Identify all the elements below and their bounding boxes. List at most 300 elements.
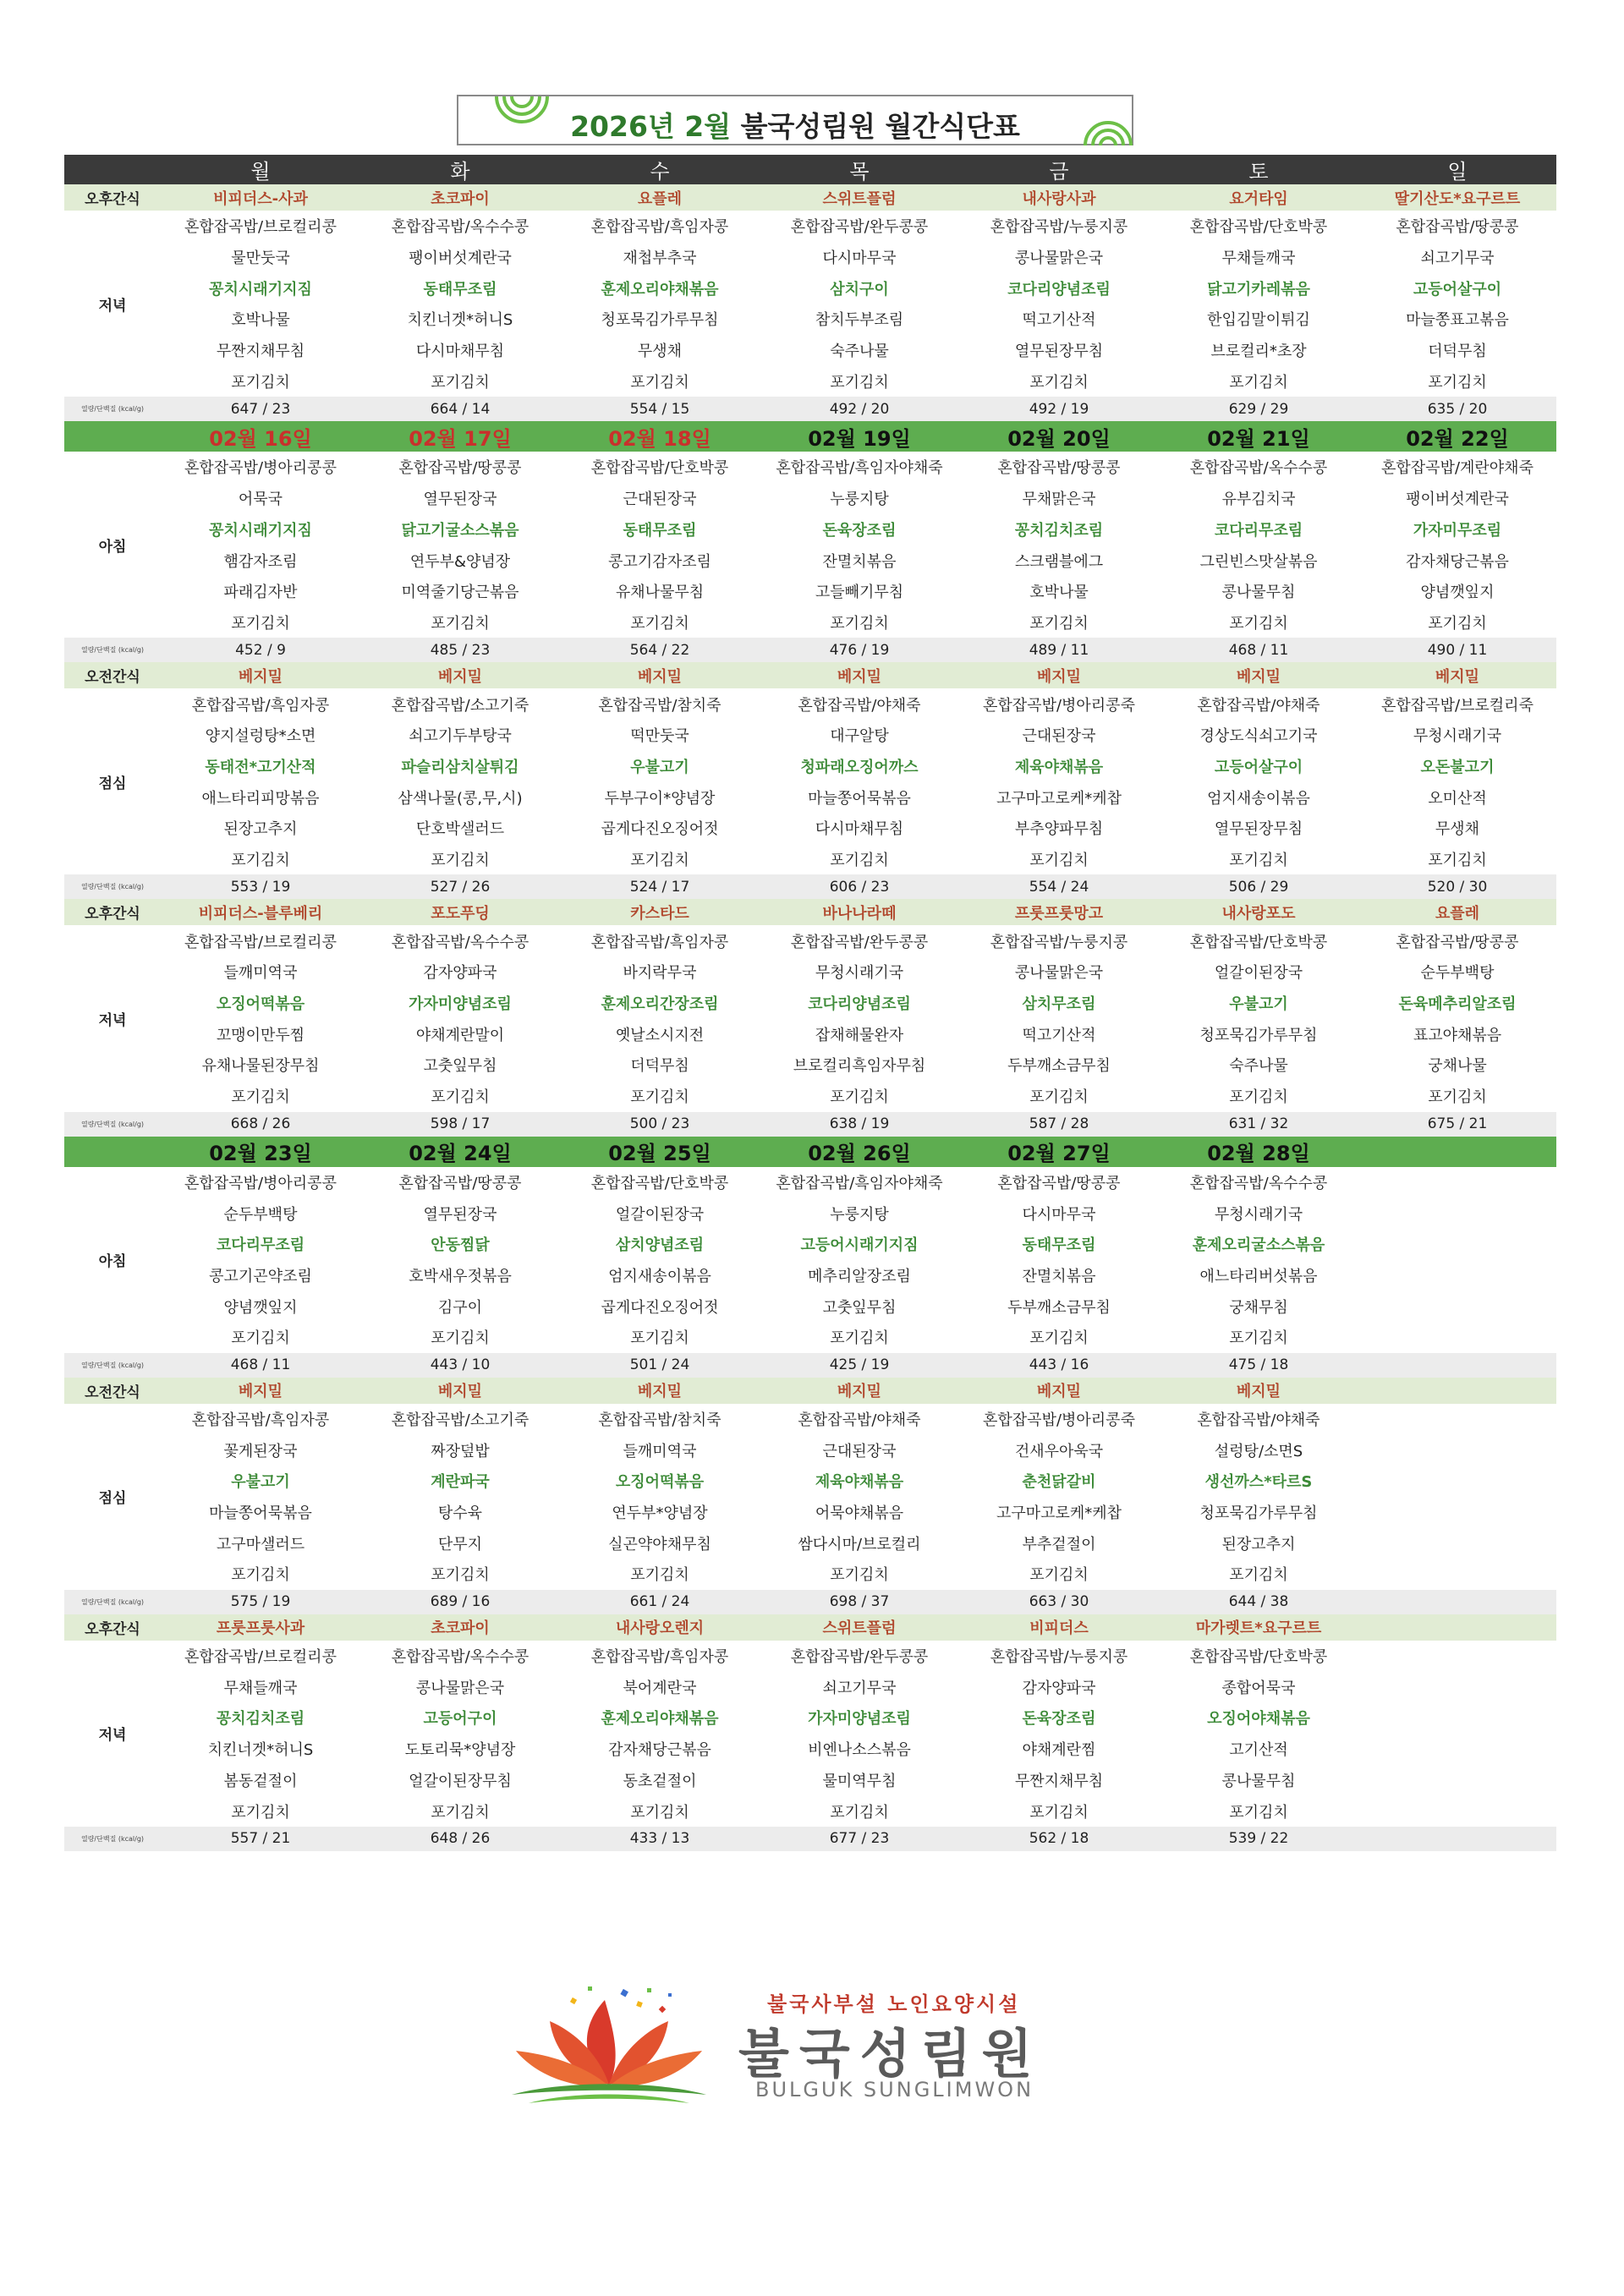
meal-label: 아침 — [98, 538, 127, 556]
menu-row — [64, 1081, 1556, 1112]
calorie-row — [64, 638, 1556, 662]
date-header-row — [64, 421, 1556, 452]
menu-row — [64, 452, 1556, 483]
menu-item: 혼합잡곡밥/소고기죽 — [391, 1411, 529, 1429]
menu-item: 혼합잡곡밥/병아리콩콩 — [184, 459, 337, 478]
menu-item: 물미역무침 — [822, 1772, 897, 1790]
menu-item: 포기김치 — [1229, 373, 1288, 392]
meal-label: 저녁 — [98, 1727, 127, 1745]
menu-row — [64, 925, 1556, 956]
date-cell: 02월 21일 — [1159, 421, 1358, 452]
calorie-value: 675 / 21 — [1358, 1112, 1556, 1137]
menu-item: 혼합잡곡밥/단호박콩 — [1189, 933, 1328, 951]
menu-item: 설렁탕/소면S — [1214, 1442, 1303, 1460]
menu-item: 잡채해물완자 — [815, 1026, 904, 1044]
menu-item: 동태무조림 — [623, 521, 697, 540]
calorie-value — [1358, 1353, 1556, 1378]
calorie-value: 554 / 15 — [560, 397, 760, 421]
menu-item: 얼갈이된장국 — [615, 1205, 705, 1224]
menu-item: 어묵국 — [238, 490, 283, 509]
menu-item: 무생채 — [637, 342, 683, 361]
menu-item: 열무된장무침 — [1014, 342, 1104, 361]
menu-row — [64, 988, 1556, 1019]
menu-item: 포기김치 — [431, 1566, 490, 1585]
menu-item: 오징어야채볶음 — [1207, 1710, 1310, 1729]
menu-item: 파래김자반 — [223, 584, 298, 602]
menu-item: 꽁치김치조림 — [1014, 521, 1104, 540]
menu-item: 양념깻잎지 — [223, 1298, 298, 1317]
snack-item: 베지밀 — [959, 662, 1159, 688]
menu-table-body — [64, 155, 1556, 1851]
menu-item: 치킨너겟*허니S — [207, 1741, 314, 1760]
menu-item: 곱게다진오징어젓 — [601, 1298, 719, 1317]
menu-item: 코다리무조림 — [216, 1236, 305, 1255]
date-cell: 02월 25일 — [560, 1137, 760, 1167]
menu-item: 한입김말이튀김 — [1207, 311, 1310, 330]
menu-item: 혼합잡곡밥/완두콩콩 — [790, 218, 929, 237]
menu-item: 두부깨소금무침 — [1007, 1057, 1111, 1076]
menu-item: 포기김치 — [630, 1088, 689, 1107]
calorie-value: 698 / 37 — [760, 1590, 959, 1614]
menu-item: 삼치양념조림 — [615, 1236, 705, 1255]
menu-item: 가자미양념조림 — [409, 995, 512, 1014]
menu-item: 열무된장무침 — [1214, 820, 1303, 839]
snack-item: 요플레 — [560, 184, 760, 211]
menu-item — [1358, 1229, 1556, 1260]
menu-item: 포기김치 — [830, 852, 889, 870]
menu-item: 쇠고기무국 — [1420, 249, 1495, 268]
snack-item: 비피더스-사과 — [161, 184, 360, 211]
snack-item: 베지밀 — [1159, 1378, 1358, 1404]
menu-item: 혼합잡곡밥/병아리콩콩 — [184, 1174, 337, 1192]
calorie-value: 562 / 18 — [959, 1827, 1159, 1851]
calorie-value: 527 / 26 — [360, 874, 560, 899]
calorie-row — [64, 1590, 1556, 1614]
menu-row — [64, 688, 1556, 720]
menu-item: 혼합잡곡밥/누룽지콩 — [990, 933, 1128, 951]
title-name: 불국성림원 월간식단표 — [740, 110, 1020, 143]
calorie-value: 443 / 10 — [360, 1353, 560, 1378]
menu-item: 포기김치 — [231, 852, 290, 870]
calorie-value: 575 / 19 — [161, 1590, 360, 1614]
snack-item: 내사랑사과 — [959, 184, 1159, 211]
menu-item: 포기김치 — [1229, 852, 1288, 870]
snack-item: 베지밀 — [560, 662, 760, 688]
menu-item: 우불고기 — [630, 758, 689, 776]
menu-item: 떡고기산적 — [1022, 1026, 1096, 1044]
menu-item: 코다리무조림 — [1214, 521, 1303, 540]
menu-item: 대구알탕 — [830, 727, 889, 746]
menu-item: 들깨미역국 — [223, 964, 298, 983]
snack-item: 카스타드 — [560, 899, 760, 925]
menu-item: 도토리묵*양념장 — [404, 1741, 516, 1760]
menu-item: 훈제오리야채볶음 — [601, 1710, 719, 1729]
menu-item: 포기김치 — [1029, 1803, 1089, 1822]
menu-item: 콩나물무침 — [1221, 584, 1296, 602]
menu-item: 엄지새송이볶음 — [608, 1267, 711, 1285]
menu-item: 곱게다진오징어젓 — [601, 820, 719, 839]
menu-item: 돈육장조림 — [1022, 1710, 1096, 1729]
calorie-value: 506 / 29 — [1159, 874, 1358, 899]
menu-item: 포기김치 — [830, 1566, 889, 1585]
menu-row — [64, 720, 1556, 751]
menu-item: 무채맑은국 — [1022, 490, 1096, 509]
snack-item: 베지밀 — [161, 1378, 360, 1404]
menu-item: 고구마고로케*케찹 — [996, 789, 1122, 808]
date-cell: 02월 18일 — [560, 421, 760, 452]
menu-item: 혼합잡곡밥/야채죽 — [1197, 1411, 1320, 1429]
date-cell: 02월 17일 — [360, 421, 560, 452]
menu-row — [64, 1322, 1556, 1353]
logo-english-name: BULGUK SUNGLIMWON — [755, 2078, 1034, 2101]
menu-item: 혼합잡곡밥/야채죽 — [1197, 696, 1320, 715]
snack-item: 요거타임 — [1159, 184, 1358, 211]
menu-row — [64, 514, 1556, 545]
menu-row — [64, 1671, 1556, 1702]
menu-item: 청파래오징어까스 — [800, 758, 919, 776]
calorie-value: 476 / 19 — [760, 638, 959, 662]
menu-item: 포기김치 — [1029, 1566, 1089, 1585]
menu-row — [64, 844, 1556, 875]
menu-item — [1358, 1765, 1556, 1796]
menu-item: 꽁치시래기지짐 — [209, 280, 312, 299]
menu-item: 포기김치 — [830, 1088, 889, 1107]
menu-item: 포기김치 — [231, 614, 290, 633]
snack-item — [1358, 1614, 1556, 1641]
menu-item: 콩나물무침 — [1221, 1772, 1296, 1790]
snack-item: 마가렛트*요구르트 — [1159, 1614, 1358, 1641]
menu-item: 열무된장국 — [423, 490, 497, 509]
logo-name: 불국성림원 — [738, 2023, 1043, 2085]
date-cell: 02월 26일 — [760, 1137, 959, 1167]
menu-item: 포기김치 — [1428, 852, 1487, 870]
menu-item — [1358, 1466, 1556, 1497]
menu-row — [64, 751, 1556, 782]
meal-label: 아침 — [98, 1253, 127, 1271]
menu-item: 혼합잡곡밥/옥수수콩 — [1189, 1174, 1328, 1192]
menu-row — [64, 211, 1556, 242]
date-cell: 02월 16일 — [161, 421, 360, 452]
calorie-value: 468 / 11 — [1159, 638, 1358, 662]
menu-item: 부추양파무침 — [1014, 820, 1104, 839]
menu-item: 포기김치 — [231, 373, 290, 392]
menu-item: 무짠지채무침 — [216, 342, 305, 361]
date-cell — [1358, 1137, 1556, 1167]
menu-item: 고등어시래기지짐 — [800, 1236, 919, 1255]
menu-item: 혼합잡곡밥/누룽지콩 — [990, 218, 1128, 237]
calorie-label: 열량/단백질 (kcal/g) — [64, 1353, 161, 1378]
date-cell: 02월 24일 — [360, 1137, 560, 1167]
menu-item: 다시마무국 — [1022, 1205, 1096, 1224]
menu-item: 혼합잡곡밥/참치죽 — [598, 696, 721, 715]
menu-row — [64, 1404, 1556, 1435]
calorie-value: 554 / 24 — [959, 874, 1159, 899]
menu-row — [64, 576, 1556, 607]
menu-item: 혼합잡곡밥/흑임자콩 — [590, 1648, 729, 1667]
menu-item: 더덕무침 — [1428, 342, 1487, 361]
menu-item: 궁채나물 — [1428, 1057, 1487, 1076]
meal-label: 저녁 — [98, 297, 127, 315]
menu-row — [64, 607, 1556, 638]
menu-item — [1358, 1734, 1556, 1765]
menu-item — [1358, 1197, 1556, 1229]
menu-item: 혼합잡곡밥/단호박콩 — [590, 459, 729, 478]
menu-item: 혼합잡곡밥/땅콩콩 — [997, 459, 1121, 478]
menu-item: 포기김치 — [1229, 1088, 1288, 1107]
menu-item: 계란파국 — [431, 1473, 490, 1492]
day-header-row — [64, 155, 1556, 184]
calorie-value: 475 / 18 — [1159, 1353, 1358, 1378]
calorie-value: 668 / 26 — [161, 1112, 360, 1137]
menu-item: 포기김치 — [1229, 1329, 1288, 1348]
menu-item: 포기김치 — [1029, 1329, 1089, 1348]
calorie-value: 490 / 11 — [1358, 638, 1556, 662]
menu-item: 오돈불고기 — [1420, 758, 1495, 776]
menu-item: 순두부백탕 — [1420, 964, 1495, 983]
menu-item: 쇠고기두부탕국 — [409, 727, 512, 746]
menu-item: 가자미무조림 — [1413, 521, 1502, 540]
snack-item: 내사랑포도 — [1159, 899, 1358, 925]
menu-item: 들깨미역국 — [623, 1442, 697, 1460]
menu-item: 브로컬리*초장 — [1210, 342, 1307, 361]
menu-item: 감자양파국 — [423, 964, 497, 983]
menu-item: 짜장덮밥 — [431, 1442, 490, 1460]
menu-item: 혼합잡곡밥/옥수수콩 — [391, 933, 529, 951]
menu-item: 돈육메추리알조림 — [1398, 995, 1517, 1014]
menu-item: 고기산적 — [1229, 1741, 1288, 1760]
menu-row — [64, 1018, 1556, 1049]
menu-item — [1358, 1434, 1556, 1466]
calorie-value: 524 / 17 — [560, 874, 760, 899]
menu-item: 재첩부추국 — [623, 249, 697, 268]
menu-item: 혼합잡곡밥/완두콩콩 — [790, 933, 929, 951]
menu-item: 호박나물 — [231, 311, 290, 330]
menu-row — [64, 1734, 1556, 1765]
menu-item: 혼합잡곡밥/단호박콩 — [1189, 218, 1328, 237]
menu-item: 포기김치 — [830, 614, 889, 633]
menu-item: 무짠지채무침 — [1014, 1772, 1104, 1790]
menu-item: 혼합잡곡밥/흑임자야채죽 — [776, 459, 943, 478]
menu-item: 콩고기감자조림 — [608, 552, 711, 571]
calorie-value: 677 / 23 — [760, 1827, 959, 1851]
menu-item: 그린빈스맛살볶음 — [1199, 552, 1318, 571]
menu-item: 혼합잡곡밥/옥수수콩 — [391, 218, 529, 237]
snack-item: 베지밀 — [1159, 662, 1358, 688]
menu-table — [64, 155, 1556, 1851]
menu-item — [1358, 1527, 1556, 1559]
snack-item: 스위트플럼 — [760, 1614, 959, 1641]
menu-item: 오미산적 — [1428, 789, 1487, 808]
menu-item: 혼합잡곡밥/옥수수콩 — [1189, 459, 1328, 478]
menu-item — [1358, 1290, 1556, 1322]
menu-item: 경상도식쇠고기국 — [1199, 727, 1318, 746]
menu-item: 물만둣국 — [231, 249, 290, 268]
calorie-value: 598 / 17 — [360, 1112, 560, 1137]
menu-item: 우불고기 — [1229, 995, 1288, 1014]
calorie-value: 492 / 20 — [760, 397, 959, 421]
menu-item: 호박나물 — [1029, 584, 1089, 602]
date-header-blank — [64, 421, 161, 452]
menu-item: 포기김치 — [1029, 373, 1089, 392]
calorie-value: 661 / 24 — [560, 1590, 760, 1614]
menu-item: 삼치구이 — [830, 280, 889, 299]
date-cell: 02월 19일 — [760, 421, 959, 452]
menu-item: 고등어살구이 — [1413, 280, 1502, 299]
menu-item: 무청시래기국 — [815, 964, 904, 983]
day-header-cell: 금 — [959, 155, 1159, 184]
menu-item: 팽이버섯계란국 — [409, 249, 512, 268]
menu-item: 야채계란말이 — [415, 1026, 505, 1044]
menu-item: 단무지 — [437, 1535, 483, 1553]
snack-row — [64, 1614, 1556, 1641]
menu-row — [64, 1167, 1556, 1198]
menu-item: 콩나물맑은국 — [1014, 249, 1104, 268]
calorie-value: 587 / 28 — [959, 1112, 1159, 1137]
org-logo — [486, 1983, 1112, 2110]
menu-item: 감자채당근볶음 — [608, 1741, 711, 1760]
menu-item: 오징어떡볶음 — [615, 1473, 705, 1492]
menu-row — [64, 1795, 1556, 1827]
menu-item: 포기김치 — [630, 373, 689, 392]
menu-item: 마늘쫑표고볶음 — [1406, 311, 1509, 330]
calorie-value: 664 / 14 — [360, 397, 560, 421]
menu-item: 돈육장조림 — [822, 521, 897, 540]
calorie-label: 열량/단백질 (kcal/g) — [64, 1827, 161, 1851]
menu-item: 건새우아욱국 — [1014, 1442, 1104, 1460]
menu-item: 야채계란찜 — [1022, 1741, 1096, 1760]
menu-item: 다시마무국 — [822, 249, 897, 268]
menu-item: 삼색나물(콩,무,시) — [398, 789, 523, 808]
snack-item: 베지밀 — [760, 1378, 959, 1404]
menu-item: 누룽지탕 — [830, 1205, 889, 1224]
day-header-cell: 수 — [560, 155, 760, 184]
calorie-label: 열량/단백질 (kcal/g) — [64, 1590, 161, 1614]
menu-item: 유채나물무침 — [615, 584, 705, 602]
menu-item: 비엔나소스볶음 — [808, 1741, 911, 1760]
snack-item: 초코파이 — [360, 184, 560, 211]
date-cell: 02월 22일 — [1358, 421, 1556, 452]
menu-item: 동태무조림 — [423, 280, 497, 299]
menu-item: 북어계란국 — [623, 1679, 697, 1697]
menu-item: 혼합잡곡밥/땅콩콩 — [398, 459, 522, 478]
menu-row — [64, 1702, 1556, 1734]
menu-item: 콩나물맑은국 — [415, 1679, 505, 1697]
menu-item: 팽이버섯계란국 — [1406, 490, 1509, 509]
menu-item: 포기김치 — [630, 852, 689, 870]
menu-row — [64, 304, 1556, 335]
calorie-value: 433 / 13 — [560, 1827, 760, 1851]
menu-item: 부추겉절이 — [1022, 1535, 1096, 1553]
day-header-cell: 화 — [360, 155, 560, 184]
menu-item: 혼합잡곡밥/브로컬리죽 — [1381, 696, 1533, 715]
menu-item: 된장고추지 — [223, 820, 298, 839]
menu-row — [64, 1765, 1556, 1796]
calorie-value: 557 / 21 — [161, 1827, 360, 1851]
menu-item: 연두부&양념장 — [409, 552, 511, 571]
menu-item: 고들빼기무침 — [815, 584, 904, 602]
calorie-value: 492 / 19 — [959, 397, 1159, 421]
menu-item: 양념깻잎지 — [1420, 584, 1495, 602]
calorie-value: 539 / 22 — [1159, 1827, 1358, 1851]
menu-item: 혼합잡곡밥/참치죽 — [598, 1411, 721, 1429]
menu-row — [64, 365, 1556, 397]
menu-item: 포기김치 — [630, 1566, 689, 1585]
menu-item: 된장고추지 — [1221, 1535, 1296, 1553]
menu-item: 닭고기굴소스볶음 — [401, 521, 519, 540]
menu-item: 고춧잎무침 — [822, 1298, 897, 1317]
calorie-value: 647 / 23 — [161, 397, 360, 421]
menu-item: 무채들깨국 — [223, 1679, 298, 1697]
calorie-value: 689 / 16 — [360, 1590, 560, 1614]
menu-row — [64, 1497, 1556, 1528]
menu-item: 꽃게된장국 — [223, 1442, 298, 1460]
menu-item: 포기김치 — [431, 1088, 490, 1107]
calorie-value: 553 / 19 — [161, 874, 360, 899]
calorie-value: 485 / 23 — [360, 638, 560, 662]
calorie-value: 489 / 11 — [959, 638, 1159, 662]
menu-item: 동태무조림 — [1022, 1236, 1096, 1255]
menu-item: 혼합잡곡밥/소고기죽 — [391, 696, 529, 715]
snack-row — [64, 184, 1556, 211]
snack-item: 딸기산도*요구르트 — [1358, 184, 1556, 211]
menu-item: 포기김치 — [830, 1803, 889, 1822]
snack-item: 포도푸딩 — [360, 899, 560, 925]
menu-row — [64, 272, 1556, 304]
menu-item: 혼합잡곡밥/흑임자콩 — [590, 933, 729, 951]
calorie-value: 606 / 23 — [760, 874, 959, 899]
menu-item — [1358, 1702, 1556, 1734]
meal-label: 오후간식 — [64, 1614, 161, 1641]
menu-item — [1358, 1795, 1556, 1827]
menu-item: 청포묵김가루무침 — [1199, 1504, 1318, 1523]
menu-item: 엄지새송이볶음 — [1207, 789, 1310, 808]
menu-row — [64, 781, 1556, 813]
menu-item: 다시마채무침 — [415, 342, 505, 361]
menu-item: 우불고기 — [231, 1473, 290, 1492]
menu-item: 포기김치 — [231, 1566, 290, 1585]
menu-row — [64, 1466, 1556, 1497]
menu-row — [64, 483, 1556, 514]
snack-item: 베지밀 — [360, 1378, 560, 1404]
menu-item: 포기김치 — [630, 1329, 689, 1348]
menu-item: 잔멸치볶음 — [1022, 1267, 1096, 1285]
menu-item: 포기김치 — [1428, 373, 1487, 392]
meal-label: 오전간식 — [64, 1378, 161, 1404]
calorie-value: 425 / 19 — [760, 1353, 959, 1378]
menu-item: 포기김치 — [431, 1803, 490, 1822]
menu-item: 메추리알장조림 — [808, 1267, 911, 1285]
menu-item: 꼬맹이만두찜 — [216, 1026, 305, 1044]
menu-item: 연두부*양념장 — [612, 1504, 708, 1523]
menu-row — [64, 956, 1556, 988]
snack-item: 프룻프룻망고 — [959, 899, 1159, 925]
menu-item: 애느타리버섯볶음 — [1199, 1267, 1318, 1285]
page-title — [458, 105, 1132, 145]
menu-item: 훈제오리간장조림 — [601, 995, 719, 1014]
menu-item: 쇠고기무국 — [822, 1679, 897, 1697]
calorie-row — [64, 1827, 1556, 1851]
menu-item: 옛날소시지전 — [615, 1026, 705, 1044]
date-cell: 02월 28일 — [1159, 1137, 1358, 1167]
menu-item: 김구이 — [437, 1298, 483, 1317]
menu-item: 혼합잡곡밥/흑임자콩 — [590, 218, 729, 237]
menu-item: 무생채 — [1435, 820, 1480, 839]
logo-subtitle: 불국사부설 노인요양시설 — [767, 1992, 1021, 2016]
menu-item: 청포묵김가루무침 — [1199, 1026, 1318, 1044]
menu-item: 혼합잡곡밥/땅콩콩 — [997, 1174, 1121, 1192]
menu-item: 무청시래기국 — [1413, 727, 1502, 746]
calorie-value — [1358, 1590, 1556, 1614]
